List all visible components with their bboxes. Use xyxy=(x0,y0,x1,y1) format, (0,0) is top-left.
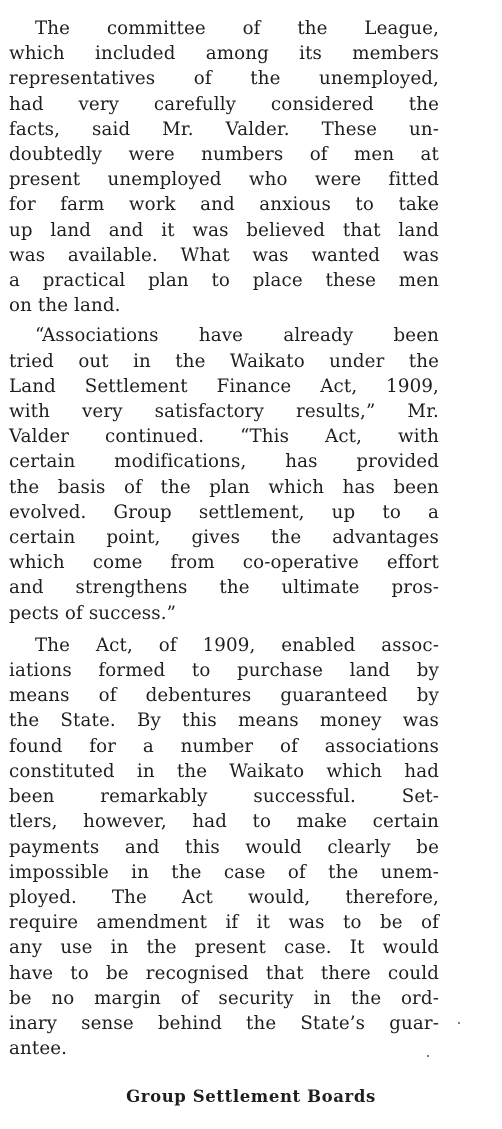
paragraph-1 xyxy=(9,16,439,318)
text-line: been remarkably successful. Set- xyxy=(9,786,439,808)
text-line: for farm work and anxious to take xyxy=(9,194,439,216)
text-line: the State. By this means money was xyxy=(9,710,439,732)
text-line: require amendment if it was to be of xyxy=(9,912,439,934)
text-line: payments and this would clearly be xyxy=(9,836,439,858)
text-line: means of debentures guaranteed by xyxy=(9,685,439,707)
text-line: up land and it was believed that land xyxy=(9,219,439,241)
text-line: “Associations have already been xyxy=(35,325,439,347)
text-line: a practical plan to place these men xyxy=(9,270,439,292)
text-line: with very satisfactory results,” Mr. xyxy=(9,401,439,423)
text-line: tried out in the Waikato under the xyxy=(9,350,439,372)
text-line: impossible in the case of the unem- xyxy=(9,861,439,883)
text-line: any use in the present case. It would xyxy=(9,937,439,959)
text-line: was available. What was wanted was xyxy=(9,244,439,266)
text-line: evolved. Group settlement, up to a xyxy=(9,501,439,523)
text-line: present unemployed who were fitted xyxy=(9,169,439,191)
text-line: certain modifications, has provided xyxy=(9,451,439,473)
text-line: have to be recognised that there could xyxy=(9,962,439,984)
text-line: tlers, however, had to make certain xyxy=(9,811,439,833)
print-speck xyxy=(427,1055,429,1057)
text-line: had very carefully considered the xyxy=(9,93,439,115)
text-line: The Act, of 1909, enabled assoc- xyxy=(35,634,439,656)
text-line: Land Settlement Finance Act, 1909, xyxy=(9,375,439,397)
text-line: certain point, gives the advantages xyxy=(9,527,439,549)
text-line: doubtedly were numbers of men at xyxy=(9,144,439,166)
text-line: found for a number of associations xyxy=(9,735,439,757)
text-line: be no margin of security in the ord- xyxy=(9,987,439,1009)
text-line: which included among its members xyxy=(9,43,439,65)
article-column xyxy=(9,16,439,1061)
text-line: the basis of the plan which has been xyxy=(9,476,439,498)
section-subheading: Group Settlement Boards xyxy=(126,1087,376,1106)
paragraph-2 xyxy=(9,323,439,625)
text-line: constituted in the Waikato which had xyxy=(9,760,439,782)
text-line: The committee of the League, xyxy=(35,18,439,39)
text-line: on the land. xyxy=(9,295,121,317)
text-line: Valder continued. “This Act, with xyxy=(9,426,439,448)
text-line: antee. xyxy=(9,1038,68,1060)
text-line: which come from co-operative effort xyxy=(9,552,439,574)
text-line: pects of success.” xyxy=(9,602,177,624)
text-line: ployed. The Act would, therefore, xyxy=(9,886,439,908)
text-line: iations formed to purchase land by xyxy=(9,660,439,682)
text-line: facts, said Mr. Valder. These un- xyxy=(9,118,439,140)
text-line: inary sense behind the State’s guar- xyxy=(9,1012,439,1034)
paragraph-3 xyxy=(9,633,439,1061)
text-line: and strengthens the ultimate pros- xyxy=(9,577,439,599)
print-speck xyxy=(458,1022,460,1024)
text-line: representatives of the unemployed, xyxy=(9,68,439,90)
